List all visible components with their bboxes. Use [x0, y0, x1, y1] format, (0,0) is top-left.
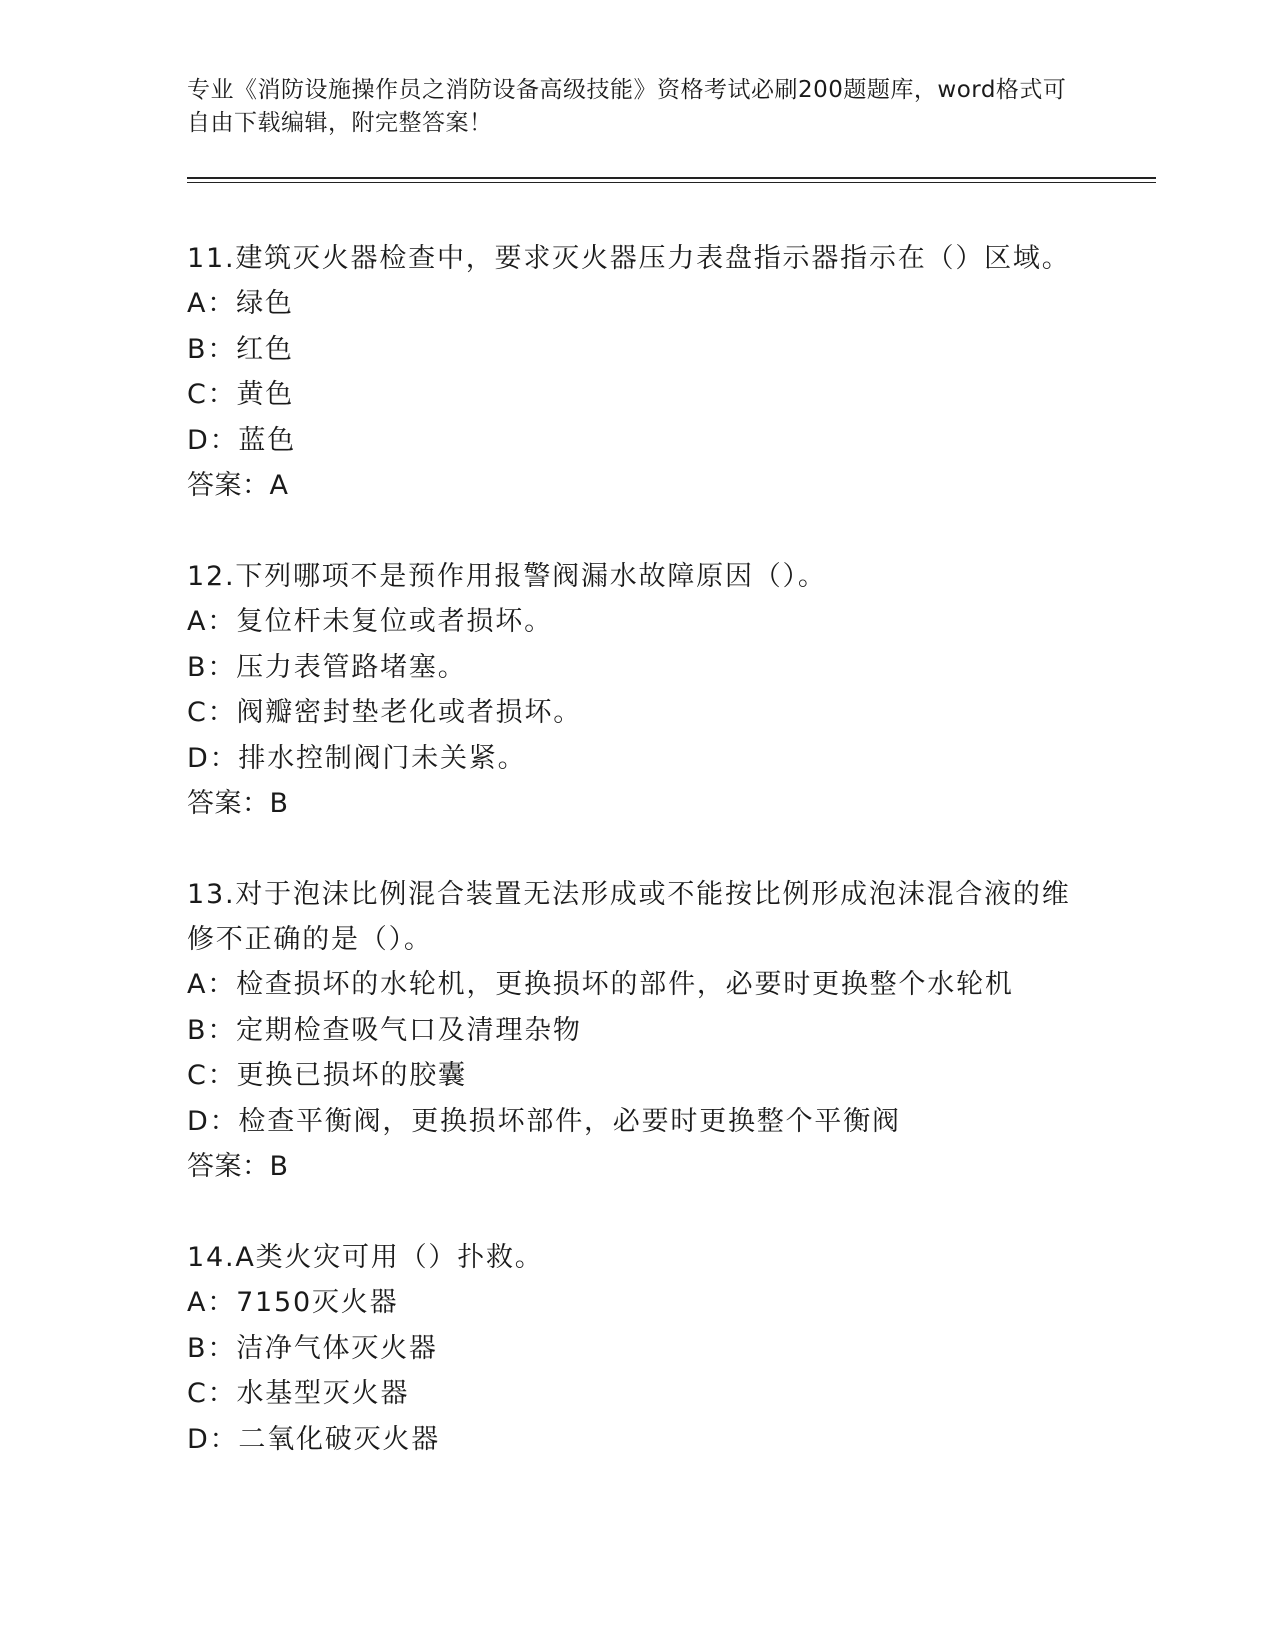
question-stem: 13.对于泡沫比例混合装置无法形成或不能按比例形成泡沫混合液的维修不正确的是（）。	[187, 879, 1071, 955]
option-key: C：	[187, 1378, 237, 1409]
document-header	[187, 74, 1067, 140]
question-stem: 12.下列哪项不是预作用报警阀漏水故障原因（）。	[187, 561, 827, 592]
option-b	[187, 327, 1087, 373]
option-c	[187, 1053, 1087, 1099]
option-c	[187, 372, 1087, 418]
option-text: 红色	[236, 333, 294, 365]
option-text: 检查平衡阀，更换损坏部件，必要时更换整个平衡阀	[238, 1105, 901, 1137]
header-divider-thick	[187, 177, 1156, 179]
option-key: B：	[187, 651, 237, 683]
option-d	[187, 1417, 1087, 1463]
answer-line: 答案：B	[187, 788, 289, 819]
option-key: D：	[187, 424, 239, 456]
option-a	[187, 962, 1087, 1008]
option-text: 压力表管路堵塞。	[236, 651, 467, 683]
option-text: 水基型灭火器	[236, 1378, 410, 1409]
option-b	[187, 1326, 1087, 1372]
option-text: 更换已损坏的胶囊	[236, 1060, 467, 1091]
header-text: 专业《消防设施操作员之消防设备高级技能》资格考试必刷200题题库，word格式可自由下载编辑，附完整答案！	[187, 77, 1067, 136]
option-key: D：	[187, 1105, 239, 1137]
question-stem: 14.A类火灾可用（）扑救。	[187, 1242, 544, 1273]
option-key: A：	[187, 969, 237, 1000]
option-d	[187, 736, 1087, 782]
option-c	[187, 1371, 1087, 1417]
option-text: 绿色	[236, 288, 294, 319]
question-stem: 11.建筑灭火器检查中，要求灭火器压力表盘指示器指示在（）区域。	[187, 243, 1071, 274]
option-key: D：	[187, 1423, 239, 1455]
question-12	[187, 554, 1087, 826]
answer-line: 答案：A	[187, 470, 289, 501]
option-text: 蓝色	[238, 424, 296, 456]
question-11	[187, 236, 1087, 508]
option-b	[187, 1008, 1087, 1054]
option-a	[187, 599, 1087, 645]
option-text: 复位杆未复位或者损坏。	[236, 606, 553, 637]
question-14	[187, 1235, 1087, 1462]
question-13	[187, 872, 1087, 1189]
header-divider-thin	[187, 182, 1156, 183]
question-list	[187, 236, 1087, 1462]
option-key: D：	[187, 742, 239, 774]
option-key: A：	[187, 606, 237, 637]
option-key: B：	[187, 1014, 237, 1046]
option-c	[187, 690, 1087, 736]
option-key: A：	[187, 288, 237, 319]
option-d	[187, 1099, 1087, 1145]
option-a	[187, 281, 1087, 327]
option-text: 检查损坏的水轮机，更换损坏的部件，必要时更换整个水轮机	[236, 969, 1014, 1000]
option-text: 二氧化破灭火器	[238, 1423, 440, 1455]
option-text: 排水控制阀门未关紧。	[238, 742, 527, 774]
option-key: A：	[187, 1287, 237, 1318]
option-d	[187, 418, 1087, 464]
answer-line: 答案：B	[187, 1151, 289, 1182]
option-a	[187, 1280, 1087, 1326]
option-text: 黄色	[236, 379, 295, 410]
option-key: C：	[187, 379, 237, 410]
option-key: B：	[187, 333, 237, 365]
option-key: B：	[187, 1332, 237, 1364]
option-text: 洁净气体灭火器	[236, 1332, 438, 1364]
option-text: 阀瓣密封垫老化或者损坏。	[236, 697, 583, 728]
option-key: C：	[187, 697, 237, 728]
option-text: 定期检查吸气口及清理杂物	[236, 1014, 582, 1046]
option-b	[187, 645, 1087, 691]
option-key: C：	[187, 1060, 237, 1091]
option-text: 7150灭火器	[236, 1287, 399, 1318]
